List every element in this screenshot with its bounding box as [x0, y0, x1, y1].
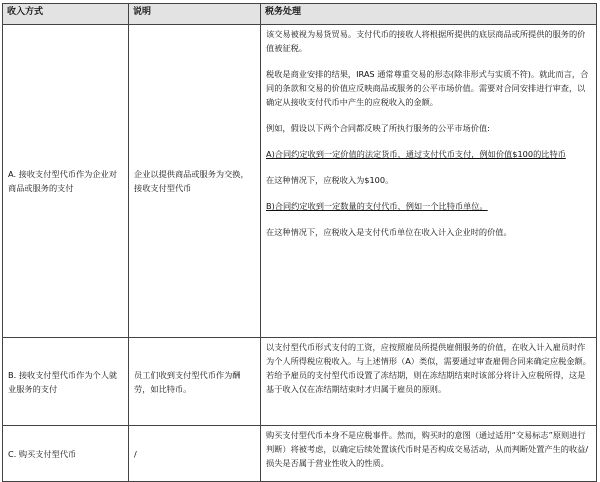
tax-paragraph-underlined: A)合同约定收到一定价值的法定货币，通过支付代币支付，例如价值$100的比特币	[266, 149, 566, 159]
tax-paragraph: 税收是商业安排的结果，IRAS 通常尊重交易的形态(除非形式与实质不符)。就此而言，合同的条款和交易的价值应反映商品或服务的公平市场价值。需要对合同安排进行审查，以确定从接收支付代币中产生的应税收入的金额。	[266, 69, 589, 107]
description-text: /	[134, 448, 137, 459]
method-text: C. 购买支付型代币	[8, 448, 77, 459]
row-c-description	[129, 426, 261, 482]
method-text: A. 接收支付型代币作为企业对商品或服务的支付	[8, 169, 117, 193]
table-header-row	[3, 4, 597, 25]
row-c-method	[3, 426, 129, 482]
description-text: 员工们收到支付型代币作为酬劳，如比特币。	[134, 369, 241, 394]
row-b-description	[129, 338, 261, 426]
tax-paragraph: 该交易被视为易货贸易。支付代币的接收人将根据所提供的底层商品或所提供的服务的价值被征税。	[266, 29, 586, 53]
tax-paragraph-underlined: B)合同约定收到一定数量的支付代币，例如一个比特币单位。	[266, 201, 488, 211]
table-row	[3, 426, 597, 482]
tax-treatment-table	[2, 3, 597, 482]
table-row	[3, 338, 597, 426]
table-row	[3, 25, 597, 338]
row-a-description	[129, 25, 261, 338]
row-a-tax	[261, 25, 597, 338]
tax-paragraph: 以支付型代币形式支付的工资，应按照雇员所提供雇佣服务的价值，在收入计入雇员时作为个人所得税应税收入。与上述情形（A）类似，需要通过审查雇佣合同来确定应税金额。	[266, 342, 591, 366]
row-c-tax	[261, 426, 597, 482]
method-text: B. 接收支付型代币作为个人就业服务的支付	[8, 369, 118, 394]
tax-paragraph: 若给予雇员的支付型代币设置了冻结期，则在冻结期结束时该部分将计入应税所得，这是基于收入仅在冻结期结束时才归属于雇员的原则。	[266, 370, 586, 394]
tax-paragraph: 在这种情况下，应税收入是支付代币单位在收入计入企业时的价值。	[266, 227, 512, 237]
tax-paragraph: 例如，假设以下两个合同都反映了所执行服务的公平市场价值:	[266, 123, 490, 133]
row-b-tax	[261, 338, 597, 426]
header-tax-treatment: 税务处理	[261, 4, 597, 25]
header-description: 说明	[129, 4, 261, 25]
tax-paragraph: 在这种情况下，应税收入为$100。	[266, 175, 394, 185]
tax-paragraph: 购买支付型代币本身不是应税事件。然而，购买时的意图（通过适用“交易标志”原则进行判断）将被考虑，以确定后续处置该代币时是否构成交易活动，从而判断处置产生的收益/损失是否属于营业性收入的性质。	[266, 430, 589, 468]
description-text: 企业以提供商品或服务为交换，接收支付型代币	[134, 169, 249, 193]
header-income-method: 收入方式	[3, 4, 129, 25]
row-b-method	[3, 338, 129, 426]
row-a-method	[3, 25, 129, 338]
